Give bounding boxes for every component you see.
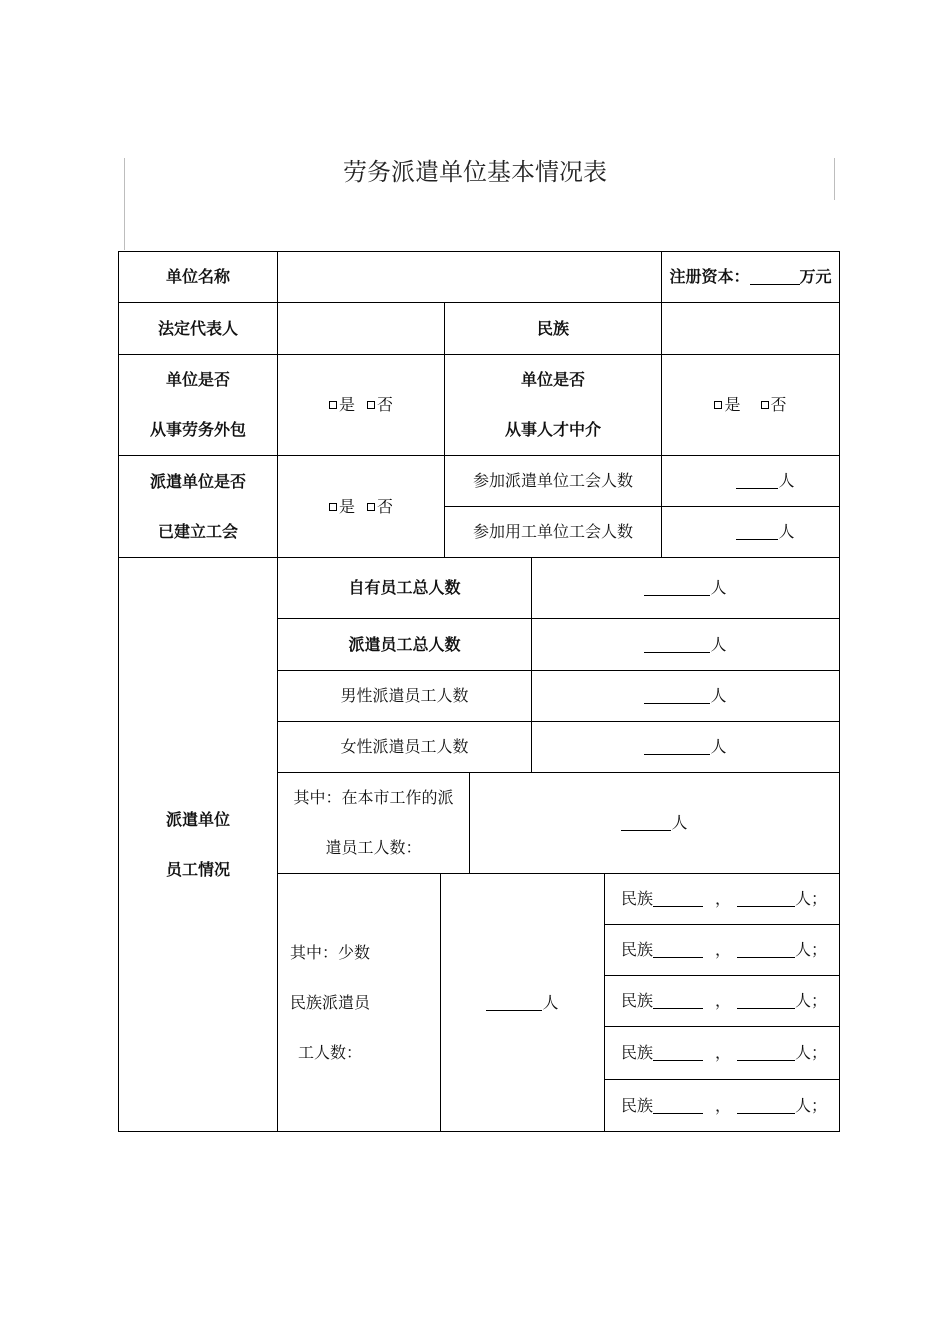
page-title: 劳务派遣单位基本情况表 xyxy=(343,158,607,186)
female-staff-field[interactable]: 人 xyxy=(531,721,840,773)
talent-yes-checkbox[interactable]: 是 xyxy=(714,397,740,413)
talent-no-checkbox[interactable]: 否 xyxy=(761,397,787,413)
own-staff-field[interactable]: 人 xyxy=(531,557,840,619)
minority-ethnicity-row[interactable]: 民族 ， 人； xyxy=(604,1026,840,1080)
staff-section-label: 派遣单位 员工情况 xyxy=(118,557,278,1132)
outsourcing-no-checkbox[interactable]: 否 xyxy=(367,397,393,413)
union-members-employer-label: 参加用工单位工会人数 xyxy=(444,506,662,558)
talent-agency-label: 单位是否 从事人才中介 xyxy=(444,354,662,456)
legal-rep-field[interactable] xyxy=(277,302,445,355)
union-members-employer-field[interactable]: 人 xyxy=(661,506,840,558)
minority-ethnicity-row[interactable]: 民族 ， 人； xyxy=(604,873,840,925)
dispatched-staff-field[interactable]: 人 xyxy=(531,618,840,671)
ethnicity-field[interactable] xyxy=(661,302,840,355)
union-label: 派遣单位是否 已建立工会 xyxy=(118,455,278,558)
minority-staff-total-field[interactable]: 人 xyxy=(440,873,605,1132)
local-staff-field[interactable]: 人 xyxy=(469,772,840,874)
dispatched-staff-label: 派遣员工总人数 xyxy=(277,618,532,671)
talent-agency-options xyxy=(661,354,840,456)
dispatch-unit-info-form xyxy=(118,251,840,1132)
minority-ethnicity-row[interactable]: 民族 ， 人； xyxy=(604,975,840,1027)
own-staff-label: 自有员工总人数 xyxy=(277,557,532,619)
local-staff-label: 其中：在本市工作的派 遣员工人数： xyxy=(277,772,470,874)
union-no-checkbox[interactable]: 否 xyxy=(367,499,393,515)
union-options xyxy=(277,455,445,558)
legal-rep-label: 法定代表人 xyxy=(118,302,278,355)
female-staff-label: 女性派遣员工人数 xyxy=(277,721,532,773)
union-yes-checkbox[interactable]: 是 xyxy=(329,499,355,515)
minority-ethnicity-row[interactable]: 民族 ， 人； xyxy=(604,924,840,976)
outsourcing-options xyxy=(277,354,445,456)
minority-staff-label: 其中：少数 民族派遣员 工人数： xyxy=(277,873,441,1132)
registered-capital-field[interactable]: 注册资本： 万元 xyxy=(661,251,840,303)
outsourcing-label: 单位是否 从事劳务外包 xyxy=(118,354,278,456)
unit-name-label: 单位名称 xyxy=(118,251,278,303)
ethnicity-label: 民族 xyxy=(444,302,662,355)
outsourcing-yes-checkbox[interactable]: 是 xyxy=(329,397,355,413)
union-members-dispatch-field[interactable]: 人 xyxy=(661,455,840,507)
capital-blank[interactable] xyxy=(750,270,800,285)
union-members-dispatch-label: 参加派遣单位工会人数 xyxy=(444,455,662,507)
male-staff-label: 男性派遣员工人数 xyxy=(277,670,532,722)
male-staff-field[interactable]: 人 xyxy=(531,670,840,722)
minority-ethnicity-row[interactable]: 民族 ， 人； xyxy=(604,1079,840,1132)
unit-name-field[interactable] xyxy=(277,251,662,303)
